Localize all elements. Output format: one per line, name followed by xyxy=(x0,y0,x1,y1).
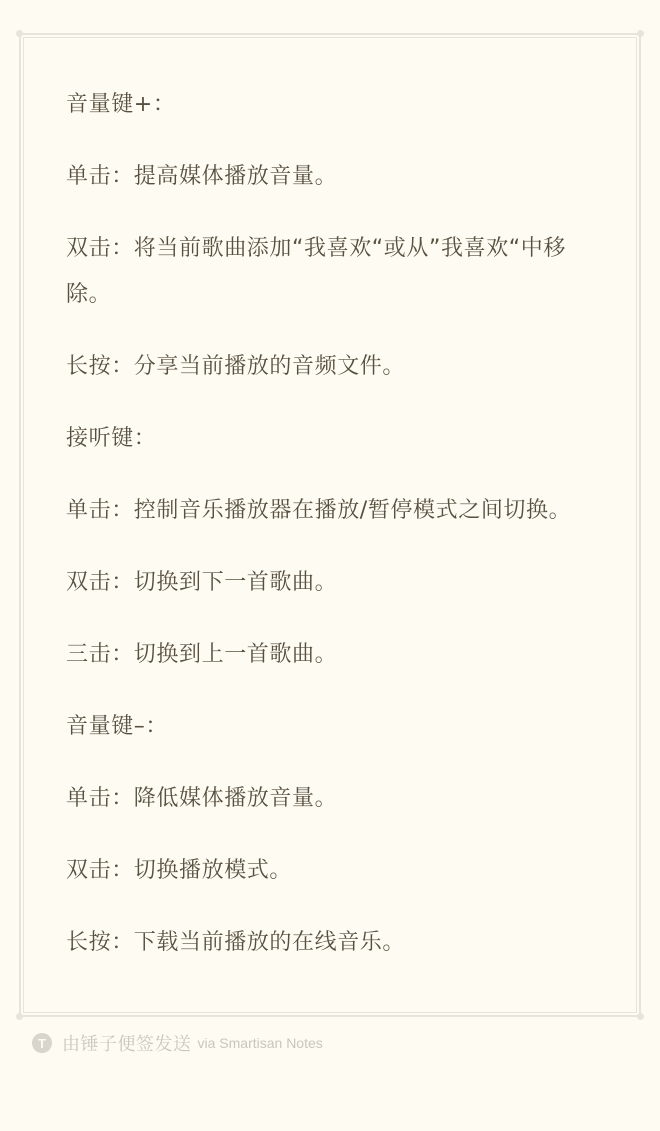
note-line: 双击：切换到下一首歌曲。 xyxy=(66,570,338,595)
note-line: 接听键： xyxy=(66,426,157,451)
corner-dot xyxy=(16,30,23,37)
footer-signature xyxy=(32,1031,323,1055)
note-line: 长按：分享当前播放的音频文件。 xyxy=(66,354,406,379)
note-line: 音量键+： xyxy=(66,92,176,117)
note-line: 长按：下载当前播放的在线音乐。 xyxy=(66,930,406,955)
footer-text: 由锤子便签发送 xyxy=(62,1034,192,1055)
note-line: 三击：切换到上一首歌曲。 xyxy=(66,642,338,667)
corner-dot xyxy=(16,1013,23,1020)
corner-dot xyxy=(637,1013,644,1020)
note-line: 双击：切换播放模式。 xyxy=(66,858,293,883)
note-line: 音量键–： xyxy=(66,714,169,739)
footer-via: via Smartisan Notes xyxy=(197,1035,323,1051)
note-line: 单击：降低媒体播放音量。 xyxy=(66,786,338,811)
note-content xyxy=(66,82,601,966)
note-line: 单击：提高媒体播放音量。 xyxy=(66,164,338,189)
note-line: 双击：将当前歌曲添加“我喜欢“或从”我喜欢“中移除。 xyxy=(66,236,566,307)
note-line: 单击：控制音乐播放器在播放/暂停模式之间切换。 xyxy=(66,498,572,523)
smartisan-t-icon: T xyxy=(32,1033,52,1053)
corner-dot xyxy=(637,30,644,37)
